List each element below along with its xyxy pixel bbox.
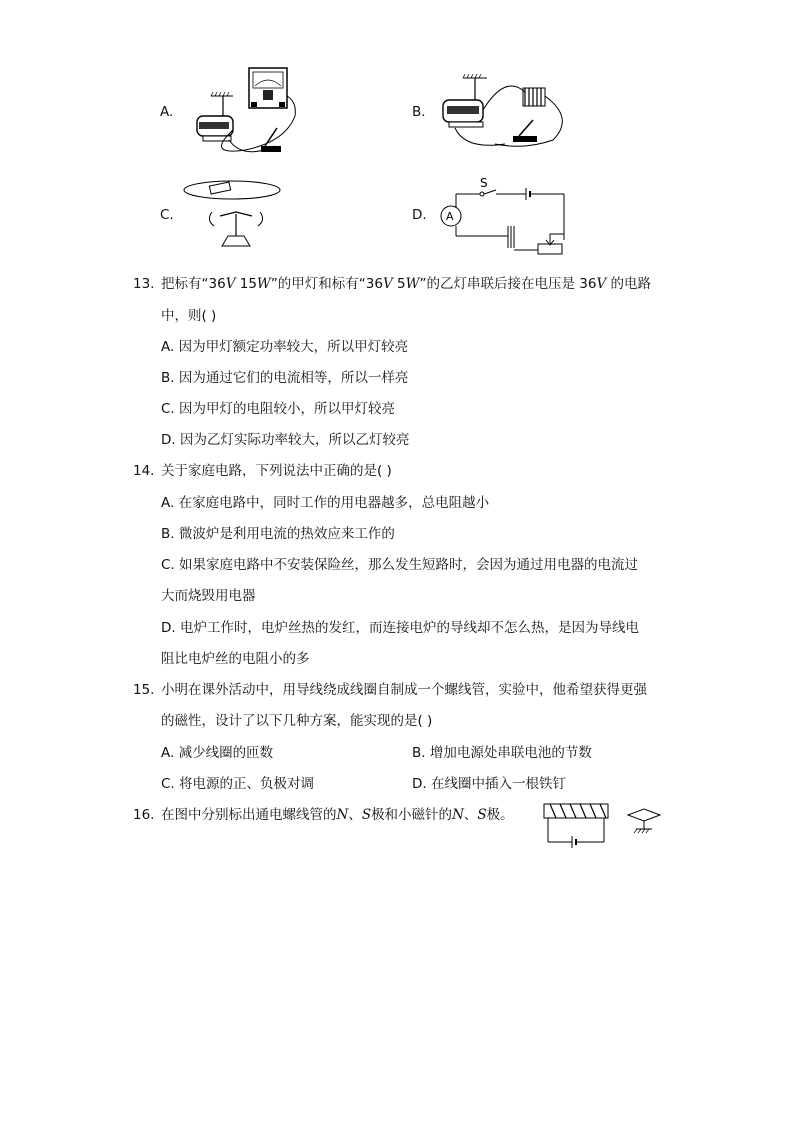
pole-n: N	[452, 807, 464, 823]
question-14-number: 14.	[133, 463, 155, 479]
question-16-number: 16.	[133, 807, 155, 823]
stem-text: ”的乙灯串联后接在电压是 36	[419, 276, 597, 292]
stem-text: 把标有“36	[161, 276, 226, 292]
option-b-label[interactable]: B.	[412, 104, 426, 120]
pole-s: S	[477, 807, 487, 823]
stem-text: 15	[235, 276, 257, 292]
question-15-stem-line2: 的磁性，设计了以下几种方案，能实现的是( )	[161, 713, 433, 729]
unit-w: W	[256, 276, 271, 292]
question-15-option-b[interactable]: B. 增加电源处串联电池的节数	[412, 745, 592, 761]
question-13-stem-line2: 中，则( )	[161, 308, 217, 324]
question-15-option-c[interactable]: C. 将电源的正、负极对调	[161, 776, 315, 792]
question-14-option-c-cont[interactable]: 大而烧毁用电器	[161, 588, 256, 604]
question-14-option-d-cont[interactable]: 阻比电炉丝的电阻小的多	[161, 651, 310, 667]
question-14-option-a[interactable]: A. 在家庭电路中，同时工作的用电器越多，总电阻越小	[161, 495, 490, 511]
option-c-label[interactable]: C.	[160, 207, 174, 223]
question-13-option-b[interactable]: B. 因为通过它们的电流相等，所以一样亮	[161, 370, 409, 386]
compass-needle-diagram[interactable]	[626, 805, 662, 835]
question-13-stem-line1	[161, 275, 651, 293]
question-14-option-d[interactable]: D. 电炉工作时，电炉丝热的发红，而连接电炉的导线却不怎么热，是因为导线电	[161, 620, 639, 636]
stem-text: ”的甲灯和标有“36	[270, 276, 383, 292]
separator: 、	[348, 807, 362, 823]
unit-w: W	[405, 276, 420, 292]
option-d-label[interactable]: D.	[412, 207, 427, 223]
ammeter-label: A	[446, 210, 454, 223]
option-a-figure[interactable]	[185, 66, 305, 160]
question-15-option-d[interactable]: D. 在线圈中插入一根铁钉	[412, 776, 566, 792]
stem-text: 极。	[486, 807, 514, 823]
question-15-option-a[interactable]: A. 减少线圈的匝数	[161, 745, 274, 761]
question-15-stem-line1: 小明在课外活动中，用导线绕成线圈自制成一个螺线管，实验中，他希望获得更强	[161, 682, 647, 698]
question-16-stem	[161, 806, 514, 824]
option-d-circuit-diagram[interactable]	[434, 174, 574, 256]
question-13-option-c[interactable]: C. 因为甲灯的电阻较小，所以甲灯较亮	[161, 401, 396, 417]
pole-n: N	[336, 807, 349, 823]
separator: 、	[463, 807, 478, 823]
question-14-stem: 关于家庭电路，下列说法中正确的是( )	[161, 463, 392, 479]
option-b-figure[interactable]	[435, 74, 575, 156]
question-14-option-c[interactable]: C. 如果家庭电路中不安装保险丝，那么发生短路时，会因为通过用电器的电流过	[161, 557, 639, 573]
switch-label: S	[480, 176, 488, 190]
option-c-figure[interactable]	[180, 176, 285, 250]
question-13-option-a[interactable]: A. 因为甲灯额定功率较大，所以甲灯较亮	[161, 339, 409, 355]
stem-text: 极和小磁针的	[371, 807, 453, 823]
question-13-number: 13.	[133, 276, 155, 292]
option-a-label[interactable]: A.	[160, 104, 174, 120]
stem-text: 在图中分别标出通电螺线管的	[161, 807, 337, 823]
stem-text: 的电路	[606, 276, 652, 292]
question-13-option-d[interactable]: D. 因为乙灯实际功率较大，所以乙灯较亮	[161, 432, 410, 448]
unit-v: V	[382, 276, 393, 292]
unit-v: V	[225, 276, 236, 292]
stem-text: 5	[392, 276, 406, 292]
unit-v: V	[596, 276, 607, 292]
question-14-option-b[interactable]: B. 微波炉是利用电流的热效应来工作的	[161, 526, 395, 542]
pole-s: S	[361, 807, 372, 823]
question-15-number: 15.	[133, 682, 155, 698]
solenoid-diagram[interactable]	[540, 800, 616, 848]
